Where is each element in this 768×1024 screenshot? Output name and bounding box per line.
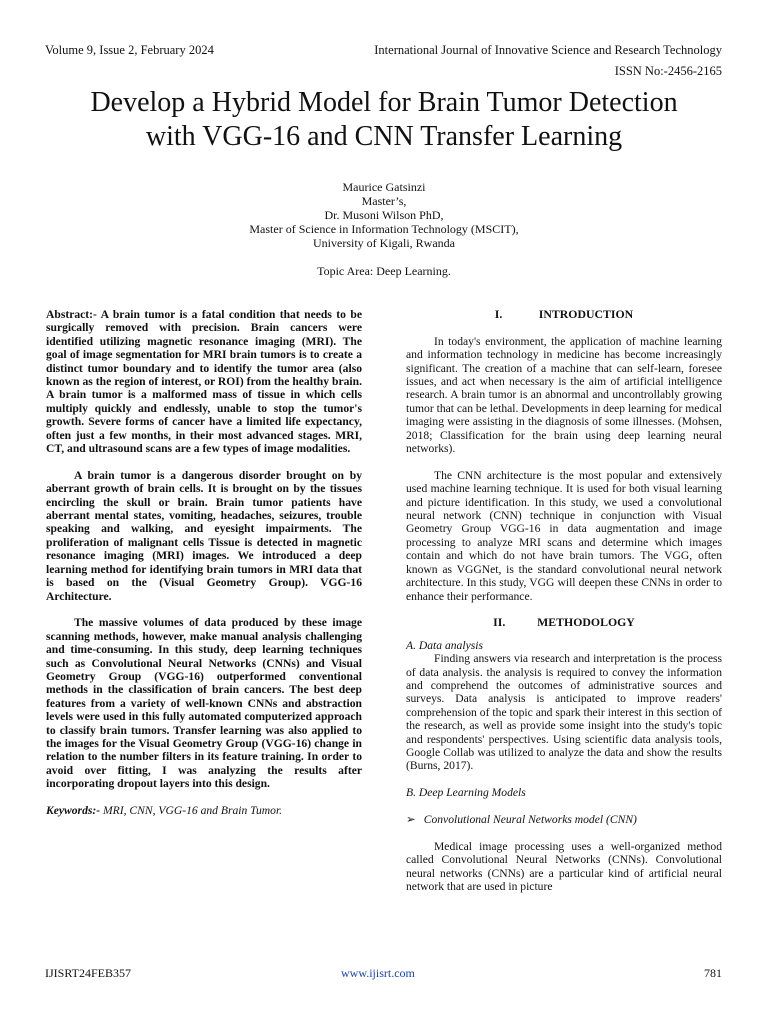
affiliation: University of Kigali, Rwanda bbox=[313, 236, 455, 250]
bullet-text: Convolutional Neural Networks model (CNN) bbox=[423, 812, 637, 826]
issn-line: ISSN No:-2456-2165 bbox=[614, 64, 722, 78]
arrow-bullet-icon: ➢ bbox=[406, 812, 416, 826]
author-block bbox=[120, 180, 648, 250]
abstract-paragraph: A brain tumor is a dangerous disorder brought on by aberrant growth of brain cells. It is brought on by the tissues encircling the skull or brain. Brain tumor patients have aberrant mental states, vomiting, headaches, seizures, trouble speaking and walking, and eyesight impairments. The proliferation of malignant cells Tissue is detected in magnetic resonance imaging (MRI) images. We introduced a deep learning method for identifying brain tumors in MRI data that is based on the (Visual Geometry Group). VGG-16 Architecture. bbox=[46, 468, 362, 603]
keywords-label: Keywords:- bbox=[46, 803, 101, 817]
keywords-text: MRI, CNN, VGG-16 and Brain Tumor. bbox=[100, 803, 283, 817]
abstract-paragraph: Abstract:- A brain tumor is a fatal condition that needs to be surgically removed with precision. Brain cancers were identified utilizing magnetic resonance imaging (MRI). The goal of image segmentation for MRI brain tumors is to create a distinct tumor boundary and to identify the tumor area (also known as the region of interest, or ROI) from the healthy brain. A brain tumor is a malformed mass of tissue in which cells multiply quickly and endlessly, unable to stop the tumor's growth. Severe forms of cancer have a limited life expectancy, often just a few months, in their most advanced stages. MRI, CT, and ultrasound scans are a few types of image modalities. bbox=[46, 308, 362, 456]
author-degree: Master’s, bbox=[361, 194, 407, 208]
section-title: INTRODUCTION bbox=[538, 307, 634, 321]
section-number: I. bbox=[494, 307, 503, 321]
keywords bbox=[46, 804, 362, 817]
body-paragraph: Medical image processing uses a well-organized method called Convolutional Neural Networks (CNNs). Convolutional neural networks (CNNs) are a particular kind of artificial neural network that are used in picture bbox=[406, 839, 722, 893]
running-header-right: International Journal of Innovative Science and Research Technology bbox=[374, 43, 722, 57]
author-name: Maurice Gatsinzi bbox=[342, 180, 426, 194]
title-line-2: with VGG-16 and CNN Transfer Learning bbox=[145, 121, 623, 152]
section-heading-methodology bbox=[406, 616, 722, 629]
title-line-1: Develop a Hybrid Model for Brain Tumor Detection bbox=[90, 87, 678, 118]
body-paragraph: In today's environment, the application of machine learning and information technology in medicine has become increasingly significant. The creation of a machine that can self-learn, foresee issues, and act when necessary is the aim of artificial intelligence research. A brain tumor is an abnormal and uncontrollably growing tumor that can be lethal. Developments in deep learning for medical imaging were assisting in the diagnosis of some illnesses. (Mohsen, 2018; Classification for the brain using deep learning neural networks). bbox=[406, 334, 722, 456]
subsection-heading: B. Deep Learning Models bbox=[406, 786, 526, 800]
abstract-paragraph: The massive volumes of data produced by these image scanning methods, however, make manual analysis challenging and time-consuming. In this study, deep learning techniques such as Convolutional Neural Networks (CNNs) and Visual Geometry Group (VGG-16) outperformed conventional methods in the classification of brain cancers. The best deep features from a variety of well-known CNNs and abstraction levels were used in this fully automated computerized approach to classify brain tumors. Transfer learning was also applied to the images for the Visual Geometry Group (VGG-16) change in relation to the number filters in its feature training. In order to avoid over fitting, I was analyzing the results after incorporating dropout layers into this design. bbox=[46, 616, 362, 791]
body-paragraph: The CNN architecture is the most popular and extensively used machine learning technique. It is used for both visual learning and picture identification. In this study, we used a convolutional neural network (CNN) technique in conjunction with Visual Geometry Group VGG-16 in data augmentation and image processing to analyze MRI scans and determine which images contain and which do not have brain tumors. The VGG, often known as VGGNet, is the standard convolutional neural network architecture. In this study, VGG will deepen these CNNs in order to enhance their performance. bbox=[406, 468, 722, 603]
topic-area: Topic Area: Deep Learning. bbox=[317, 264, 451, 278]
section-number: II. bbox=[493, 615, 506, 630]
section-heading-introduction bbox=[406, 308, 722, 321]
paper-title bbox=[20, 86, 748, 154]
right-column bbox=[406, 308, 722, 907]
body-paragraph: Finding answers via research and interpretation is the process of data analysis. the analysis is required to convey the information and comprehend the outcomes of administrative sources and surveys. Data analysis is anticipated to improve readers' comprehension of the topic and spark their interest in this section of the research, as well as provide some insight into the study's topic and respondents' perspectives. Using scientific data analysis tools, Google Collab was utilized to analyze the data and show the results (Burns, 2017). bbox=[406, 652, 722, 773]
running-header-left: Volume 9, Issue 2, February 2024 bbox=[45, 43, 214, 57]
program-name: Master of Science in Information Technology (MSCIT), bbox=[249, 222, 519, 236]
footer-url-link[interactable]: www.ijisrt.com bbox=[341, 966, 415, 980]
page-number: 781 bbox=[704, 966, 722, 980]
subsection-heading: A. Data analysis bbox=[406, 638, 483, 652]
supervisor-name: Dr. Musoni Wilson PhD, bbox=[324, 208, 444, 222]
section-title: METHODOLOGY bbox=[537, 615, 635, 630]
left-column bbox=[46, 308, 362, 831]
footer-code: IJISRT24FEB357 bbox=[45, 966, 131, 980]
bullet-heading bbox=[406, 813, 722, 826]
